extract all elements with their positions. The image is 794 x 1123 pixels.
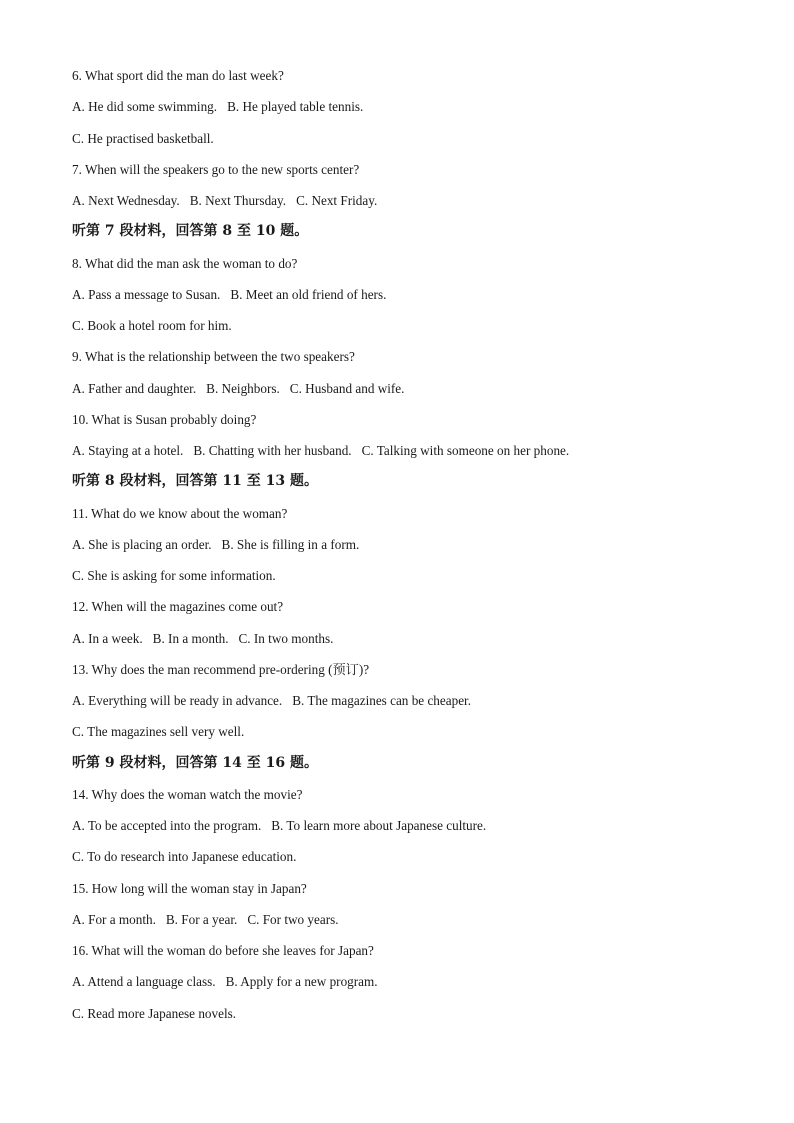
options-row (72, 531, 732, 562)
options-row (72, 281, 732, 312)
options-row (72, 718, 732, 749)
answer-option: B. The magazines can be cheaper. (292, 693, 472, 708)
answer-option: C. In two months. (238, 630, 334, 646)
answer-option: C. For two years. (247, 911, 339, 927)
question-text: 6. What sport did the man do last week? (72, 68, 284, 83)
options-row (72, 437, 732, 468)
answer-option: C. Read more Japanese novels. (72, 1005, 237, 1021)
options-row (72, 1000, 732, 1031)
exam-page (72, 62, 732, 1031)
answer-option: B. He played table tennis. (227, 99, 364, 115)
answer-option: C. The magazines sell very well. (72, 724, 245, 740)
answer-option: B. Apply for a new program. (225, 974, 378, 990)
options-row (72, 625, 732, 656)
answer-option: A. Attend a language class. (72, 974, 216, 990)
answer-option: A. Father and daughter. (72, 380, 197, 396)
answer-option: A. Everything will be ready in advance. (72, 693, 283, 708)
options-row (72, 812, 732, 843)
question-text: 15. How long will the woman stay in Japan? (72, 880, 307, 896)
question-text: 12. When will the magazines come out? (72, 599, 284, 615)
answer-option: A. Staying at a hotel. (72, 443, 184, 458)
answer-option: A. For a month. (72, 911, 156, 927)
answer-option: C. He practised basketball. (72, 130, 214, 146)
answer-option: B. She is filling in a form. (221, 536, 360, 552)
answer-option: B. Chatting with her husband. (193, 443, 352, 458)
question-text: 16. What will the woman do before she leaves for Japan? (72, 943, 374, 958)
answer-option: A. Pass a message to Susan. (72, 286, 221, 302)
answer-option: B. Neighbors. (206, 380, 280, 396)
question-text: 14. Why does the woman watch the movie? (72, 786, 303, 802)
options-row (72, 93, 732, 124)
answer-option: B. Next Thursday. (189, 193, 287, 208)
answer-option: C. Talking with someone on her phone. (361, 443, 570, 458)
answer-option: A. Next Wednesday. (72, 193, 180, 208)
answer-option: A. In a week. (72, 630, 143, 646)
options-row (72, 562, 732, 593)
section-heading: 听第 7 段材料，回答第 8 至 10 题。 (72, 223, 309, 240)
answer-option: B. Meet an old friend of hers. (230, 286, 387, 302)
answer-option: A. She is placing an order. (72, 536, 212, 552)
options-row (72, 968, 732, 999)
options-row (72, 687, 732, 718)
answer-option: C. She is asking for some information. (72, 568, 276, 583)
answer-option: C. Next Friday. (296, 193, 378, 208)
answer-option: C. To do research into Japanese education. (72, 849, 297, 865)
options-row (72, 375, 732, 406)
options-row (72, 906, 732, 937)
options-row (72, 125, 732, 156)
question-text: 8. What did the man ask the woman to do? (72, 255, 298, 271)
question-text: 11. What do we know about the woman? (72, 505, 288, 521)
answer-option: B. In a month. (152, 630, 229, 646)
question-text: 10. What is Susan probably doing? (72, 411, 257, 427)
answer-option: C. Husband and wife. (289, 380, 405, 396)
answer-option: A. To be accepted into the program. (72, 818, 262, 833)
answer-option: B. To learn more about Japanese culture. (271, 818, 487, 833)
section-heading: 听第 9 段材料，回答第 14 至 16 题。 (72, 754, 318, 771)
options-row (72, 843, 732, 874)
answer-option: A. He did some swimming. (72, 99, 218, 115)
question-text: 13. Why does the man recommend pre-ordering (预订)? (72, 661, 370, 677)
options-row (72, 312, 732, 343)
options-row (72, 187, 732, 218)
question-text: 7. When will the speakers go to the new sports center? (72, 161, 360, 177)
section-heading: 听第 8 段材料，回答第 11 至 13 题。 (72, 473, 318, 490)
answer-option: C. Book a hotel room for him. (72, 318, 232, 333)
question-text: 9. What is the relationship between the two speakers? (72, 349, 355, 365)
answer-option: B. For a year. (165, 911, 238, 927)
